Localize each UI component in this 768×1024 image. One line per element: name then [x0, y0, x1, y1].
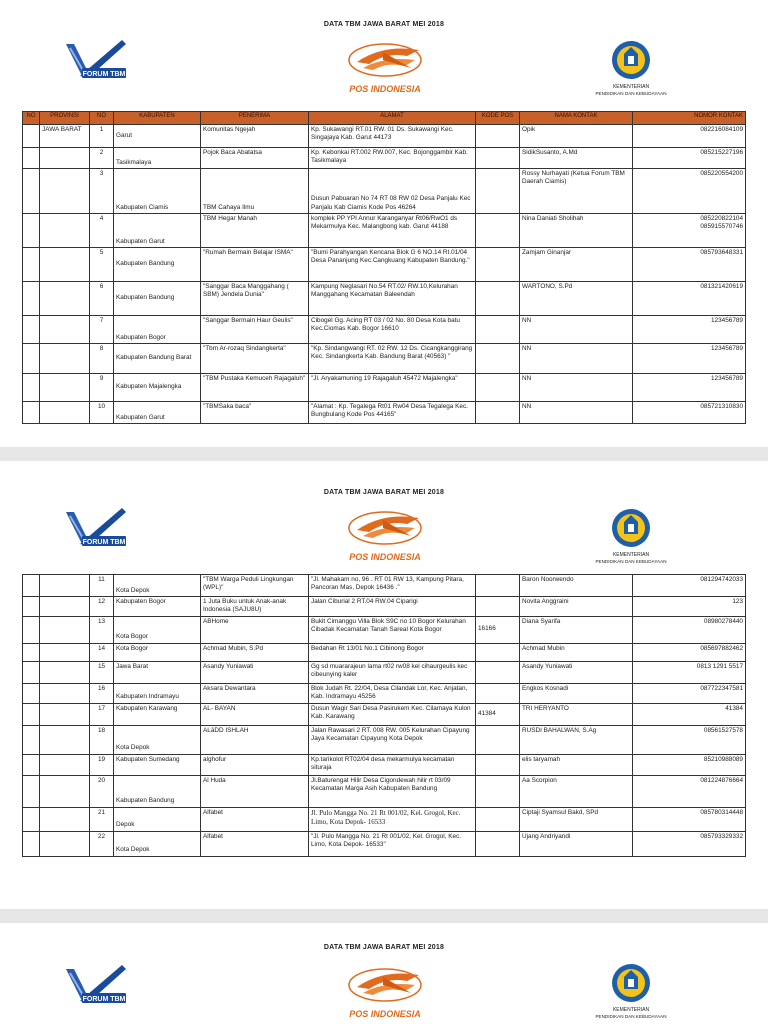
cell-alamat: Jalan Ciburial 2 RT.04 RW.04 Ciparigi: [309, 597, 476, 617]
table-row: [23, 775, 746, 807]
table-row: [23, 282, 746, 316]
cell-no: 15: [90, 661, 114, 683]
cell-alamat: Jl. Pulo Mangga No. 21 Rt 001/02, Kel. Grogol, Kec. Limo, Kota Depok- 16533: [309, 807, 476, 831]
cell-provinsi: [40, 575, 90, 597]
cell-no: 22: [90, 831, 114, 856]
cell-nomor: 85210988089: [633, 754, 746, 775]
cell-nomor: 081224876664: [633, 775, 746, 807]
cell-nomor: 085220554200: [633, 169, 746, 214]
page-title: DATA TBM JAWA BARAT MEI 2018: [323, 944, 445, 951]
cell-provinsi: [40, 148, 90, 169]
table-row: [23, 214, 746, 248]
cell-no: [23, 402, 40, 424]
cell-kab: Kota Bogor: [114, 616, 201, 643]
cell-no: [23, 597, 40, 617]
table-row: [23, 754, 746, 775]
cell-no: [23, 725, 40, 754]
cell-provinsi: [40, 214, 90, 248]
cell-alamat: Bukit Cimanggu Villa Blok S9C no 10 Bogor Kelurahan Cibadak Kecamatan Tanah Sareal Kota Bogor: [309, 616, 476, 643]
kemdik-logo-text-2: PENDIDIKAN DAN KEBUDAYAAN: [595, 559, 667, 564]
cell-nomor: 41384: [633, 703, 746, 725]
cell-kode: [476, 402, 520, 424]
cell-no: [23, 775, 40, 807]
cell-penerima: "Tbm Ar-rozaq Sindangkerta": [201, 344, 309, 374]
cell-no: 12: [90, 597, 114, 617]
cell-kab: Jawa Barat: [114, 661, 201, 683]
cell-alamat: "Alamat : Kp. Tegalega Rt01 Rw04 Desa Tegalega Kec. Bungbulang Kode Pos 44165": [309, 402, 476, 424]
table-row: [23, 575, 746, 597]
cell-provinsi: [40, 807, 90, 831]
cell-penerima: TBM Hegar Manah: [201, 214, 309, 248]
cell-penerima: "Rumah Bermain Belajar ISMA": [201, 248, 309, 282]
cell-kab: Tasikmalaya: [114, 148, 201, 169]
cell-provinsi: [40, 344, 90, 374]
tbm-table-page-2: [22, 574, 746, 857]
cell-nomor: 085697882462: [633, 643, 746, 661]
table-row: [23, 374, 746, 402]
cell-kab: Kabupaten Bandung: [114, 282, 201, 316]
pos-logo-text: POS INDONESIA: [349, 1009, 421, 1019]
cell-provinsi: [40, 374, 90, 402]
cell-no: 4: [90, 214, 114, 248]
page-title: DATA TBM JAWA BARAT MEI 2018: [323, 21, 445, 28]
cell-nomor: 085215227196: [633, 148, 746, 169]
cell-kontak: Baron Noorwendo: [520, 575, 633, 597]
cell-kode: [476, 214, 520, 248]
cell-kode: [476, 683, 520, 703]
cell-kontak: TRI HERYANTO: [520, 703, 633, 725]
cell-no: [23, 125, 40, 148]
table-row: [23, 344, 746, 374]
cell-penerima: ALāDD ISHLAH: [201, 725, 309, 754]
cell-no: [23, 575, 40, 597]
cell-no: [23, 703, 40, 725]
cell-no: 6: [90, 282, 114, 316]
cell-kab: Kota Depok: [114, 831, 201, 856]
cell-provinsi: [40, 643, 90, 661]
cell-alamat: Dusun Pabuaran No 74 RT 08 RW 02 Desa Panjalu Kec Panjalu Kab Ciamis Kode Pos 46264: [309, 169, 476, 214]
cell-no: 18: [90, 725, 114, 754]
pos-indonesia-logo: [323, 963, 447, 1023]
cell-kontak: Asandy Yuniawati: [520, 661, 633, 683]
cell-kontak: Zamjam Ginanjar: [520, 248, 633, 282]
cell-provinsi: [40, 683, 90, 703]
cell-kab: Kabupaten Karawang: [114, 703, 201, 725]
cell-no: 9: [90, 374, 114, 402]
header-provinsi: PROVINSI: [40, 112, 90, 125]
cell-kontak: Ciptaji Syamsul Bakd, SPd: [520, 807, 633, 831]
cell-kode: [476, 643, 520, 661]
kemdik-logo-text-1: KEMENTERIAN: [612, 1007, 650, 1013]
cell-no: 16: [90, 683, 114, 703]
cell-provinsi: [40, 597, 90, 617]
cell-kode: [476, 148, 520, 169]
cell-kode: [476, 169, 520, 214]
cell-kode: [476, 248, 520, 282]
table-row: [23, 248, 746, 282]
kemdik-logo-text-2: PENDIDIKAN DAN KEBUDAYAAN: [595, 1014, 667, 1019]
cell-no: [23, 214, 40, 248]
cell-alamat: "Bumi Parahyangan Kencana Blok G 6 NO.14 Rt.01/04 Desa Pananjung Kec.Cangkuang Kabupaten Bandung.": [309, 248, 476, 282]
table-row: [23, 643, 746, 661]
cell-no: 17: [90, 703, 114, 725]
cell-kab: Kabupaten Majalengka: [114, 374, 201, 402]
cell-kab: Kabupaten Bandung Barat: [114, 344, 201, 374]
cell-no: [23, 248, 40, 282]
table-row: [23, 661, 746, 683]
table-row: [23, 125, 746, 148]
document-page-3: [0, 923, 768, 1024]
cell-nomor: 123456789: [633, 316, 746, 344]
cell-kab: Kota Depok: [114, 725, 201, 754]
cell-kab: Kota Depok: [114, 575, 201, 597]
header-penerima: PENERIMA: [201, 112, 309, 125]
cell-alamat: komplek PP YPI Annur Karanganyar Rt06/RwO1 ds Mekarmulya Kec. Malangbong kab. Garut 44188: [309, 214, 476, 248]
header-nama-kontak: NAMA KONTAK: [520, 112, 633, 125]
cell-no: [23, 616, 40, 643]
cell-nomor: 082216084109: [633, 125, 746, 148]
cell-provinsi: [40, 831, 90, 856]
cell-kontak: NN: [520, 344, 633, 374]
cell-alamat: Kp.tarikolot RT02/04 desa mekarmulya kecamatan situraja: [309, 754, 476, 775]
header-nomor-kontak: NOMOR KONTAK: [633, 112, 746, 125]
cell-nomor: 081321420619: [633, 282, 746, 316]
cell-no: 8: [90, 344, 114, 374]
cell-no: [23, 661, 40, 683]
header-no: NO: [23, 112, 40, 125]
cell-penerima: ABHome: [201, 616, 309, 643]
forum-tbm-logo: [64, 963, 130, 1009]
cell-provinsi: [40, 703, 90, 725]
cell-kontak: NN: [520, 316, 633, 344]
cell-no: [23, 169, 40, 214]
kemdik-logo-text-2: PENDIDIKAN DAN KEBUDAYAAN: [595, 91, 667, 96]
cell-kontak: Novita Anggraini: [520, 597, 633, 617]
cell-nomor: 085793329332: [633, 831, 746, 856]
cell-provinsi: [40, 725, 90, 754]
cell-alamat: Gg sd muararajeun lama rt02 rw08 kel cihaurgeulis kec cibeunying kaler: [309, 661, 476, 683]
cell-nomor: 123: [633, 597, 746, 617]
cell-kontak: Opik: [520, 125, 633, 148]
cell-penerima: "Sanggar Bermain Haur Geulis": [201, 316, 309, 344]
cell-no: 1: [90, 125, 114, 148]
cell-provinsi: [40, 775, 90, 807]
table-row: [23, 316, 746, 344]
cell-kab: Kabupaten Ciamis: [114, 169, 201, 214]
cell-penerima: Aksara Dewantara: [201, 683, 309, 703]
cell-kontak: Ujang Andriyandi: [520, 831, 633, 856]
cell-kode: [476, 775, 520, 807]
table-row: [23, 597, 746, 617]
table-row: [23, 831, 746, 856]
cell-alamat: Kp. Sukawangi RT.01 RW. 01 Ds. Sukawangi Kec. Singajaya Kab. Garut 44173: [309, 125, 476, 148]
cell-no: [23, 282, 40, 316]
cell-alamat: "Kp. Sindangwangi RT. 02 RW. 12 Ds. Cicangkanggirang Kec. Sindangkerta Kab. Bandung Barat (40563) ": [309, 344, 476, 374]
cell-penerima: Pojok Baca Abatatsa: [201, 148, 309, 169]
cell-nomor: 0813 1291 5517: [633, 661, 746, 683]
forum-tbm-logo: [64, 38, 130, 84]
cell-penerima: "TBM Warga Peduli Lingkungan (WPL)": [201, 575, 309, 597]
cell-no: 13: [90, 616, 114, 643]
cell-alamat: Jl.Baturengat Hilir Desa Cigondewah hilir rt 03/09 Kecamatan Marga Asih Kabupaten Bandung: [309, 775, 476, 807]
cell-nomor: 08561527578: [633, 725, 746, 754]
cell-kode: [476, 344, 520, 374]
cell-kab: Kabupaten Bandung: [114, 248, 201, 282]
cell-provinsi: [40, 169, 90, 214]
page-title: DATA TBM JAWA BARAT MEI 2018: [323, 489, 445, 496]
cell-alamat: Dusun Wagir Sari Desa Pasirukem Kec. Cilamaya Kulon Kab. Karawang: [309, 703, 476, 725]
table-row: [23, 402, 746, 424]
cell-provinsi: [40, 316, 90, 344]
cell-kab: Kabupaten Indramayu: [114, 683, 201, 703]
cell-alamat: Cibogel Gg. Acing RT 03 / 02 No. 80 Desa Kota batu Kec.Ciomas Kab. Bogor 16610: [309, 316, 476, 344]
cell-no: 19: [90, 754, 114, 775]
cell-kode: [476, 725, 520, 754]
cell-penerima: Asandy Yuniawati: [201, 661, 309, 683]
cell-kab: Garut: [114, 125, 201, 148]
cell-alamat: "Jl. Aryakamuning 19 Rajagaluh 45472 Majalengka": [309, 374, 476, 402]
cell-kontak: Engkos Kosnadi: [520, 683, 633, 703]
cell-kontak: SidikSusanto, A.Md: [520, 148, 633, 169]
cell-kab: Kabupaten Sumedang: [114, 754, 201, 775]
cell-kode: [476, 316, 520, 344]
cell-kode: [476, 831, 520, 856]
cell-no: 14: [90, 643, 114, 661]
cell-no: [23, 643, 40, 661]
cell-no: [23, 316, 40, 344]
cell-kode: [476, 575, 520, 597]
cell-penerima: Alfabet: [201, 807, 309, 831]
cell-nomor: 08980278440: [633, 616, 746, 643]
cell-kab: Depok: [114, 807, 201, 831]
cell-no: 11: [90, 575, 114, 597]
cell-nomor: 123456789: [633, 344, 746, 374]
cell-kontak: elis taryamah: [520, 754, 633, 775]
cell-kontak: Aa Scorpion: [520, 775, 633, 807]
cell-kode: [476, 597, 520, 617]
kemdik-logo-text-1: KEMENTERIAN: [612, 552, 650, 558]
cell-kode: [476, 754, 520, 775]
cell-no: [23, 148, 40, 169]
document-page-1: [0, 0, 768, 447]
cell-nomor: 085780314448: [633, 807, 746, 831]
cell-kontak: NN: [520, 374, 633, 402]
cell-nomor: 085793648331: [633, 248, 746, 282]
kemendikbud-logo: [594, 38, 668, 102]
cell-kab: Kabupaten Bogor: [114, 597, 201, 617]
cell-penerima: "Sanggar Baca Manggahang ( SBM) Jendela Dunia": [201, 282, 309, 316]
cell-kab: Kabupaten Garut: [114, 214, 201, 248]
header-alamat: ALAMAT: [309, 112, 476, 125]
cell-alamat: Jalan Rawasari 2 RT. 008 RW. 005 Kelurahan Cipayung Jaya Kecamatan Cipayung Kota Depok: [309, 725, 476, 754]
cell-penerima: AL- BAYAN: [201, 703, 309, 725]
cell-penerima: TBM Cahaya Ilmu: [201, 169, 309, 214]
cell-kode: [476, 661, 520, 683]
forum-tbm-logo: [64, 506, 130, 552]
cell-penerima: Alfabet: [201, 831, 309, 856]
cell-no: [23, 807, 40, 831]
cell-alamat: "Jl. Mahakam no, 96 . RT 01 RW 13, Kampung Pitara, Pancoran Mas, Depok 16436 .": [309, 575, 476, 597]
table-row: [23, 703, 746, 725]
cell-kode: [476, 807, 520, 831]
cell-penerima: "TBM Pustaka Kemuceh Rajagaluh": [201, 374, 309, 402]
cell-no: 7: [90, 316, 114, 344]
cell-kode: 41384: [476, 703, 520, 725]
document-page-2: [0, 461, 768, 909]
cell-provinsi: [40, 754, 90, 775]
cell-alamat: "Jl. Pulo Mangga No. 21 Rt 001/02, Kel. Grogol, Kec. Limo, Kota Depok- 16533": [309, 831, 476, 856]
header-kabupaten: KABUPATEN: [114, 112, 201, 125]
cell-alamat: Blok Judah Rt. 22/04, Desa Cilandak Lor, Kec. Anjatan, Kab. Indramayu 45256: [309, 683, 476, 703]
header-no-2: NO: [90, 112, 114, 125]
cell-kab: Kabupaten Bandung: [114, 775, 201, 807]
table-row: [23, 148, 746, 169]
cell-penerima: Al Huda: [201, 775, 309, 807]
cell-alamat: Kampung Neglasari No.54 RT.02/ RW.10,Kelurahan Manggahang Kecamatan Baleendah: [309, 282, 476, 316]
kemendikbud-logo: [594, 506, 668, 570]
cell-no: [23, 344, 40, 374]
cell-alamat: Kp. Kebonkai RT.002 RW.007, Kec. Bojonggambir Kab. Tasikmalaya: [309, 148, 476, 169]
cell-kontak: Diana Syarifa: [520, 616, 633, 643]
cell-nomor: 085721310830: [633, 402, 746, 424]
cell-kode: [476, 125, 520, 148]
pos-logo-text: POS INDONESIA: [349, 84, 421, 94]
cell-kab: Kota Bogor: [114, 643, 201, 661]
cell-kontak: RUSDI BAHALWAN, S.Ag: [520, 725, 633, 754]
cell-penerima: "TBMSaka baca": [201, 402, 309, 424]
cell-nomor: 123456789: [633, 374, 746, 402]
cell-kode: 16166: [476, 616, 520, 643]
cell-penerima: 1 Juta Buku untuk Anak-anak Indonesia (SAJU8U): [201, 597, 309, 617]
cell-kode: [476, 282, 520, 316]
cell-kontak: Rossy Nurhayati (Ketua Forum TBM Daerah Ciamis): [520, 169, 633, 214]
table-row: [23, 616, 746, 643]
table-row: [23, 169, 746, 214]
table-row: [23, 683, 746, 703]
kemdik-logo-text-1: KEMENTERIAN: [612, 84, 650, 90]
cell-provinsi: JAWA BARAT: [40, 125, 90, 148]
cell-provinsi: [40, 402, 90, 424]
cell-kontak: NN: [520, 402, 633, 424]
forum-logo-text: FORUM TBM: [82, 996, 126, 1003]
cell-no: [23, 754, 40, 775]
cell-nomor: 081294742033: [633, 575, 746, 597]
cell-no: [23, 374, 40, 402]
cell-no: [23, 831, 40, 856]
cell-provinsi: [40, 248, 90, 282]
cell-no: 5: [90, 248, 114, 282]
cell-alamat: Bedahan Rt 13/01 No.1 Cibinong Bogor: [309, 643, 476, 661]
cell-provinsi: [40, 661, 90, 683]
cell-provinsi: [40, 282, 90, 316]
cell-no: 3: [90, 169, 114, 214]
cell-penerima: alghofur: [201, 754, 309, 775]
pos-logo-text: POS INDONESIA: [349, 552, 421, 562]
forum-logo-text: FORUM TBM: [82, 539, 126, 546]
header-kode-pos: KODE POS: [476, 112, 520, 125]
cell-kontak: Achmad Mubin: [520, 643, 633, 661]
cell-kab: Kabupaten Bogor: [114, 316, 201, 344]
tbm-table-page-1: [22, 111, 746, 424]
cell-no: 2: [90, 148, 114, 169]
pos-indonesia-logo: [323, 38, 447, 98]
table-header-row: [23, 112, 746, 125]
forum-logo-text: FORUM TBM: [82, 71, 126, 78]
cell-penerima: Komunitas Ngejah: [201, 125, 309, 148]
kemendikbud-logo: [594, 961, 668, 1024]
cell-no: 21: [90, 807, 114, 831]
cell-no: 10: [90, 402, 114, 424]
cell-kontak: Nina Daniati Sholihah: [520, 214, 633, 248]
table-row: [23, 725, 746, 754]
cell-no: [23, 683, 40, 703]
cell-kab: Kabupaten Garut: [114, 402, 201, 424]
table-row: [23, 807, 746, 831]
cell-kontak: WARTONO, S.Pd: [520, 282, 633, 316]
cell-no: 20: [90, 775, 114, 807]
pos-indonesia-logo: [323, 506, 447, 566]
cell-nomor: 085220822104 085915570746: [633, 214, 746, 248]
cell-nomor: 087722347581: [633, 683, 746, 703]
cell-provinsi: [40, 616, 90, 643]
cell-kode: [476, 374, 520, 402]
cell-penerima: Achmad Mubin, S.Pd: [201, 643, 309, 661]
